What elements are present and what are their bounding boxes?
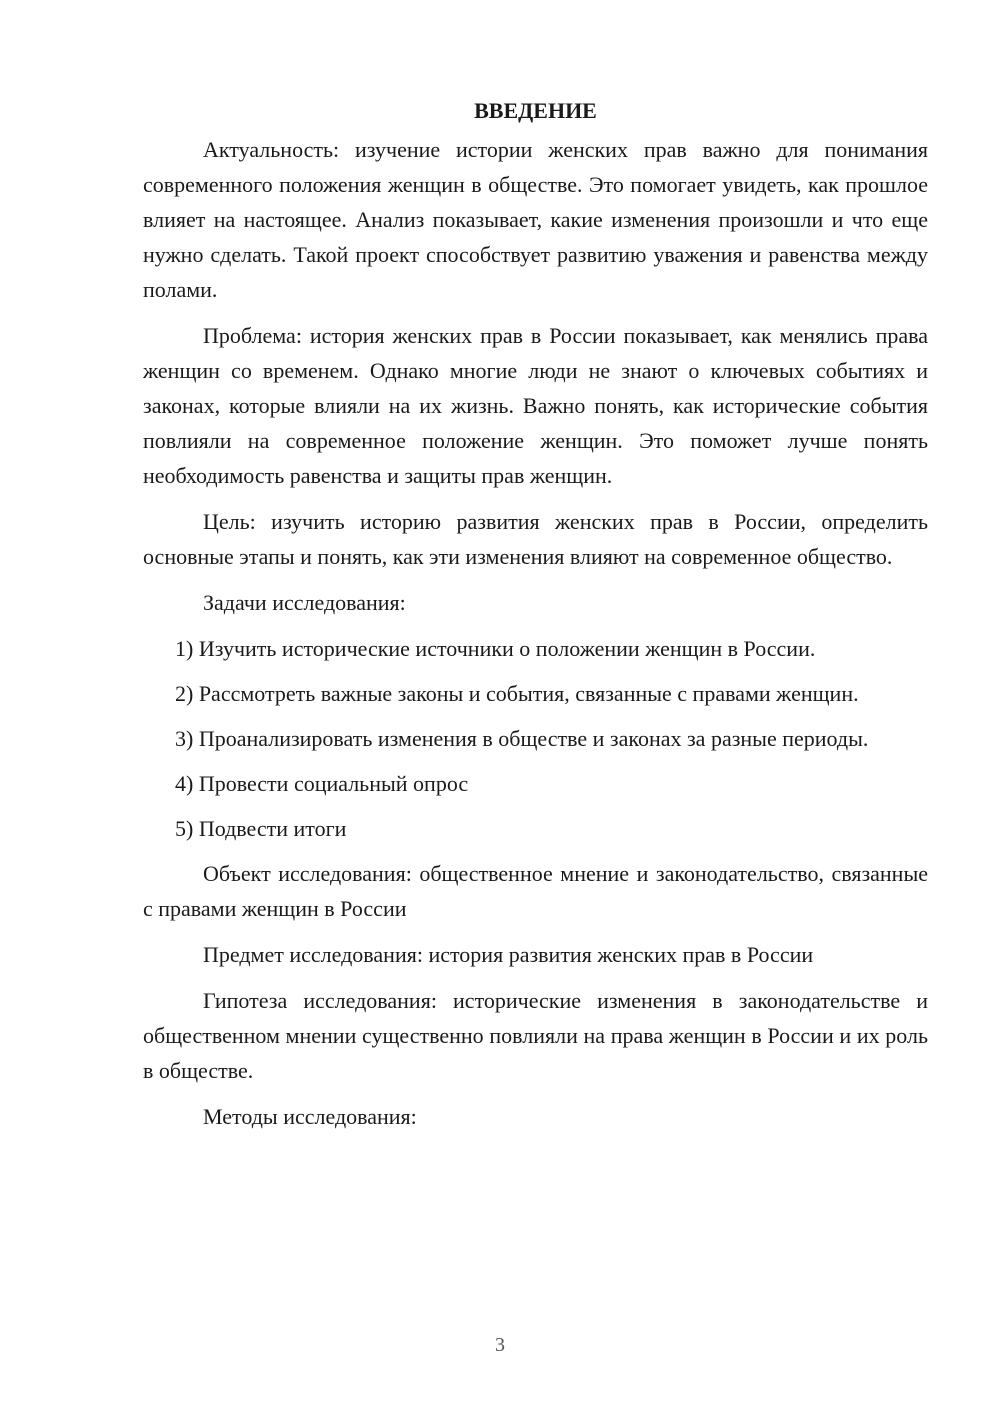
document-body <box>143 93 928 1145</box>
tasks-heading: Задачи исследования: <box>203 590 406 615</box>
page-number: 3 <box>495 1334 505 1356</box>
methods-heading: Методы исследования: <box>203 1104 417 1129</box>
object-paragraph: Объект исследования: общественное мнение и законодательство, связанные с правами женщин в России <box>143 861 928 921</box>
task-item-1: 1) Изучить исторические источники о положении женщин в России. <box>175 636 816 661</box>
task-item-2: 2) Рассмотреть важные законы и события, связанные с правами женщин. <box>175 681 859 706</box>
hypothesis-paragraph: Гипотеза исследования: исторические изменения в законодательстве и общественном мнении существенно повлияли на права женщин в России и их роль в обществе. <box>143 988 928 1083</box>
relevance-paragraph: Актуальность: изучение истории женских прав важно для понимания современного положения женщин в обществе. Это помогает увидеть, как прошлое влияет на настоящее. Анализ показывает, какие изменения произошли и что еще нужно сделать. Такой проект способствует развитию уважения и равенства между полами. <box>143 137 928 302</box>
subject-paragraph: Предмет исследования: история развития женских прав в России <box>203 942 814 967</box>
task-item-5: 5) Подвести итоги <box>175 816 347 841</box>
problem-paragraph: Проблема: история женских прав в России показывает, как менялись права женщин со временем. Однако многие люди не знают о ключевых событиях и законах, которые влияли на их жизнь. Важно понять, как исторические события повлияли на современное положение женщин. Это поможет лучше понять необходимость равенства и защиты прав женщин. <box>143 323 928 488</box>
goal-paragraph: Цель: изучить историю развития женских прав в России, определить основные этапы и понять, как эти изменения влияют на современное общество. <box>143 509 928 569</box>
task-item-4: 4) Провести социальный опрос <box>175 771 469 796</box>
section-title: ВВЕДЕНИЕ <box>474 98 597 123</box>
task-item-3: 3) Проанализировать изменения в обществе и законах за разные периоды. <box>175 726 869 751</box>
